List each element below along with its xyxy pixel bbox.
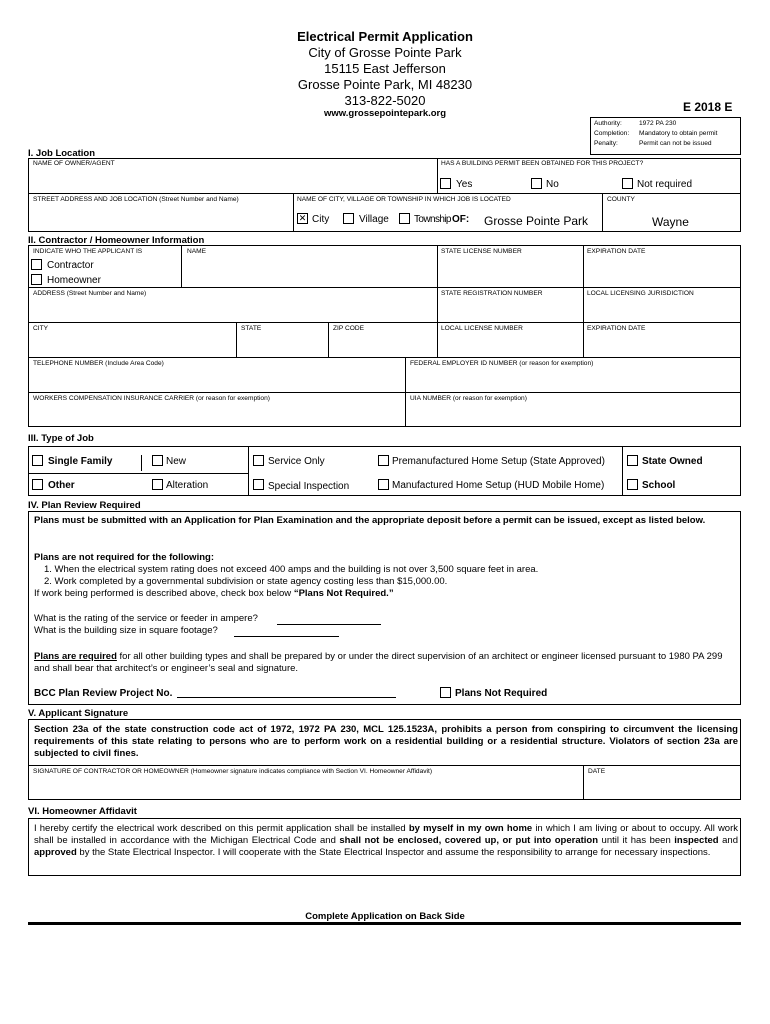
address-label: ADDRESS (Street Number and Name) — [33, 290, 147, 297]
penalty-label: Penalty: — [594, 140, 618, 147]
completion-value: Mandatory to obtain permit — [639, 130, 718, 137]
affidavit-b2: shall not be enclosed, covered up, or put into operation — [339, 835, 599, 846]
divider — [583, 245, 584, 357]
village-option-label: Village — [359, 214, 389, 225]
special-inspection-checkbox[interactable] — [253, 479, 264, 490]
permit-not-required-checkbox[interactable] — [622, 178, 633, 189]
city-checkbox[interactable]: ✕ — [298, 213, 307, 223]
permit-no-checkbox[interactable] — [531, 178, 542, 189]
state-label: STATE — [241, 325, 262, 332]
plans-not-required-heading: Plans are not required for the following: — [34, 552, 214, 563]
city-option-label: City — [312, 214, 330, 225]
authority-value: 1972 PA 230 — [639, 120, 677, 127]
affidavit-t3: until it has been — [598, 835, 675, 846]
affidavit-text — [34, 823, 738, 859]
single-family-label: Single Family — [48, 456, 113, 467]
divider — [602, 193, 603, 232]
plans-not-required-label: Plans Not Required — [455, 688, 548, 699]
homeowner-checkbox[interactable] — [31, 274, 42, 285]
exception-item-1: 1. When the electrical system rating does not exceed 400 amps and the building is not over 3,500 square feet in area. — [44, 564, 539, 575]
divider — [248, 446, 249, 496]
form-title: Electrical Permit Application — [297, 29, 473, 44]
website: www.grossepointepark.org — [323, 108, 447, 119]
zip-code-label: ZIP CODE — [333, 325, 365, 332]
building-permit-question: HAS A BUILDING PERMIT BEEN OBTAINED FOR THIS PROJECT? — [441, 160, 644, 167]
municipality-label: NAME OF CITY, VILLAGE OR TOWNSHIP IN WHICH JOB IS LOCATED — [297, 196, 511, 203]
street-address-label: STREET ADDRESS AND JOB LOCATION (Street Number and Name) — [33, 196, 239, 203]
uia-number-label: UIA NUMBER (or reason for exemption) — [410, 395, 527, 402]
municipality-value[interactable]: Grosse Pointe Park — [484, 214, 589, 228]
divider — [437, 245, 438, 357]
divider — [181, 245, 182, 287]
plans-required-text: for all other building types and shall be prepared by or under the direct supervision of an architect or engineer licensed pursuant to 1980 PA 299 and shall bear that architect’s or engineer’s seal and signature. — [34, 651, 723, 674]
of-label: OF: — [452, 214, 470, 225]
state-license-label: STATE LICENSE NUMBER — [441, 248, 522, 255]
single-family-checkbox[interactable] — [32, 455, 43, 466]
school-label: School — [642, 480, 676, 491]
service-only-label: Service Only — [268, 456, 325, 467]
manufactured-label: Manufactured Home Setup (HUD Mobile Home) — [392, 480, 605, 491]
alteration-checkbox[interactable] — [152, 479, 163, 490]
permit-no-label: No — [546, 179, 559, 190]
workers-comp-label: WORKERS COMPENSATION INSURANCE CARRIER (or reason for exemption) — [33, 395, 270, 402]
divider — [328, 322, 329, 357]
permit-yes-checkbox[interactable] — [440, 178, 451, 189]
city-label: CITY — [33, 325, 49, 332]
state-owned-checkbox[interactable] — [627, 455, 638, 466]
divider — [28, 473, 248, 474]
plan-review-box — [28, 511, 741, 705]
name-label: NAME — [187, 248, 207, 255]
other-checkbox[interactable] — [32, 479, 43, 490]
affidavit-b1: by myself in my own home — [408, 823, 533, 834]
plan-review-intro: Plans must be submitted with an Application for Plan Examination and the appropriate deposit before a permit can be issued, except as listed below. — [34, 515, 706, 526]
telephone-label: TELEPHONE NUMBER (Include Area Code) — [33, 360, 164, 367]
city-state-zip: Grosse Pointe Park, MI 48230 — [297, 77, 473, 92]
school-checkbox[interactable] — [627, 479, 638, 490]
divider — [28, 765, 741, 766]
contractor-checkbox[interactable] — [31, 259, 42, 270]
divider — [236, 322, 237, 357]
building-size-question: What is the building size in square footage? — [34, 625, 218, 636]
service-only-checkbox[interactable] — [253, 455, 264, 466]
township-option-label: Township — [414, 214, 451, 225]
expiration-date-2-label: EXPIRATION DATE — [587, 325, 646, 332]
plans-required-paragraph — [34, 651, 738, 675]
penalty-value: Permit can not be issued — [639, 140, 712, 147]
manufactured-checkbox[interactable] — [378, 479, 389, 490]
alteration-label: Alteration — [166, 480, 209, 491]
divider — [583, 765, 584, 800]
form-code: E 2018 E — [683, 100, 733, 114]
local-license-label: LOCAL LICENSE NUMBER — [441, 325, 523, 332]
divider — [141, 455, 142, 471]
county-value[interactable]: Wayne — [652, 215, 689, 229]
township-checkbox[interactable] — [399, 213, 410, 224]
circumvent-statement: Section 23a of the state construction code act of 1972, 1972 PA 230, MCL 125.1523A, prohibits a person from conspiring to circumvent the licensing requirements of this state relating to persons who are to perform work on a residential building or a residential structure. Violators of section 23a are subjected to civil fines. — [34, 724, 738, 759]
bcc-project-label: BCC Plan Review Project No. — [34, 688, 173, 699]
contractor-option-label: Contractor — [47, 260, 94, 271]
footer-rule — [28, 922, 741, 925]
footer-note: Complete Application on Back Side — [305, 911, 465, 922]
authority-box — [590, 117, 741, 155]
premanufactured-checkbox[interactable] — [378, 455, 389, 466]
authority-label: Authority: — [594, 120, 622, 127]
premanufactured-label: Premanufactured Home Setup (State Approved) — [392, 456, 605, 467]
service-rating-question: What is the rating of the service or feeder in ampere? — [34, 613, 258, 624]
building-size-field[interactable] — [234, 636, 339, 637]
affidavit-b4: approved — [34, 847, 77, 858]
date-label: DATE — [588, 768, 606, 775]
state-owned-label: State Owned — [642, 456, 703, 467]
homeowner-option-label: Homeowner — [47, 275, 101, 286]
exception-item-2: 2. Work completed by a governmental subdivision or state agency costing less than $15,000.00. — [44, 576, 448, 587]
if-work-bold: “Plans Not Required.” — [293, 588, 394, 599]
signature-label: SIGNATURE OF CONTRACTOR OR HOMEOWNER (Homeowner signature indicates compliance with Section VI. Homeowner Affidavit) — [33, 768, 433, 775]
plans-not-required-checkbox[interactable] — [440, 687, 451, 698]
section-contractor-title: II. Contractor / Homeowner Information — [28, 235, 205, 246]
permit-yes-label: Yes — [456, 179, 473, 190]
section-affidavit-title: VI. Homeowner Affidavit — [28, 806, 137, 817]
other-label: Other — [48, 480, 75, 491]
if-work-instruction — [34, 588, 394, 600]
new-checkbox[interactable] — [152, 455, 163, 466]
state-registration-label: STATE REGISTRATION NUMBER — [441, 290, 543, 297]
completion-label: Completion: — [594, 130, 630, 137]
divider — [28, 322, 741, 323]
permit-not-required-label: Not required — [637, 179, 693, 190]
street-address: 15115 East Jefferson — [324, 61, 446, 76]
affidavit-t5: by the State Electrical Inspector. I will cooperate with the State Electrical Inspector and assume the responsibility to arrange for necessary inspections. — [76, 847, 711, 858]
divider — [28, 287, 741, 288]
affidavit-t1: I hereby certify the electrical work described on this permit application shall be installed — [34, 823, 409, 834]
divider — [437, 158, 438, 193]
special-inspection-label: Special Inspection — [268, 481, 350, 492]
affidavit-b3: inspected — [674, 835, 719, 846]
city-name: City of Grosse Pointe Park — [308, 45, 462, 60]
indicate-applicant-label: INDICATE WHO THE APPLICANT IS — [33, 248, 143, 255]
plans-required-bold: Plans are required — [34, 651, 117, 662]
divider — [28, 193, 741, 194]
bcc-project-field[interactable] — [177, 697, 396, 698]
federal-employer-id-label: FEDERAL EMPLOYER ID NUMBER (or reason for exemption) — [410, 360, 594, 367]
expiration-date-label: EXPIRATION DATE — [587, 248, 646, 255]
divider — [293, 193, 294, 232]
section-job-location-title: I. Job Location — [28, 148, 96, 159]
local-jurisdiction-label: LOCAL LICENSING JURISDICTION — [587, 290, 694, 297]
county-label: COUNTY — [607, 196, 635, 203]
divider — [28, 357, 741, 358]
divider — [28, 392, 741, 393]
phone-number: 313-822-5020 — [344, 93, 426, 108]
section-type-of-job-title: III. Type of Job — [28, 433, 94, 444]
divider — [622, 446, 623, 496]
divider — [405, 357, 406, 427]
section-signature-title: V. Applicant Signature — [28, 708, 129, 719]
section-plan-review-title: IV. Plan Review Required — [28, 500, 141, 511]
affidavit-t4: and — [718, 835, 738, 846]
village-checkbox[interactable] — [343, 213, 354, 224]
new-label: New — [166, 456, 187, 467]
if-work-text: If work being performed is described above, check box below — [34, 588, 294, 599]
service-rating-field[interactable] — [277, 624, 381, 625]
owner-agent-label: NAME OF OWNER/AGENT — [33, 160, 115, 167]
affidavit-t2: in which I am living or about to occupy. All work shall be installed in accordance with the Michigan Electrical Code and — [34, 823, 739, 846]
